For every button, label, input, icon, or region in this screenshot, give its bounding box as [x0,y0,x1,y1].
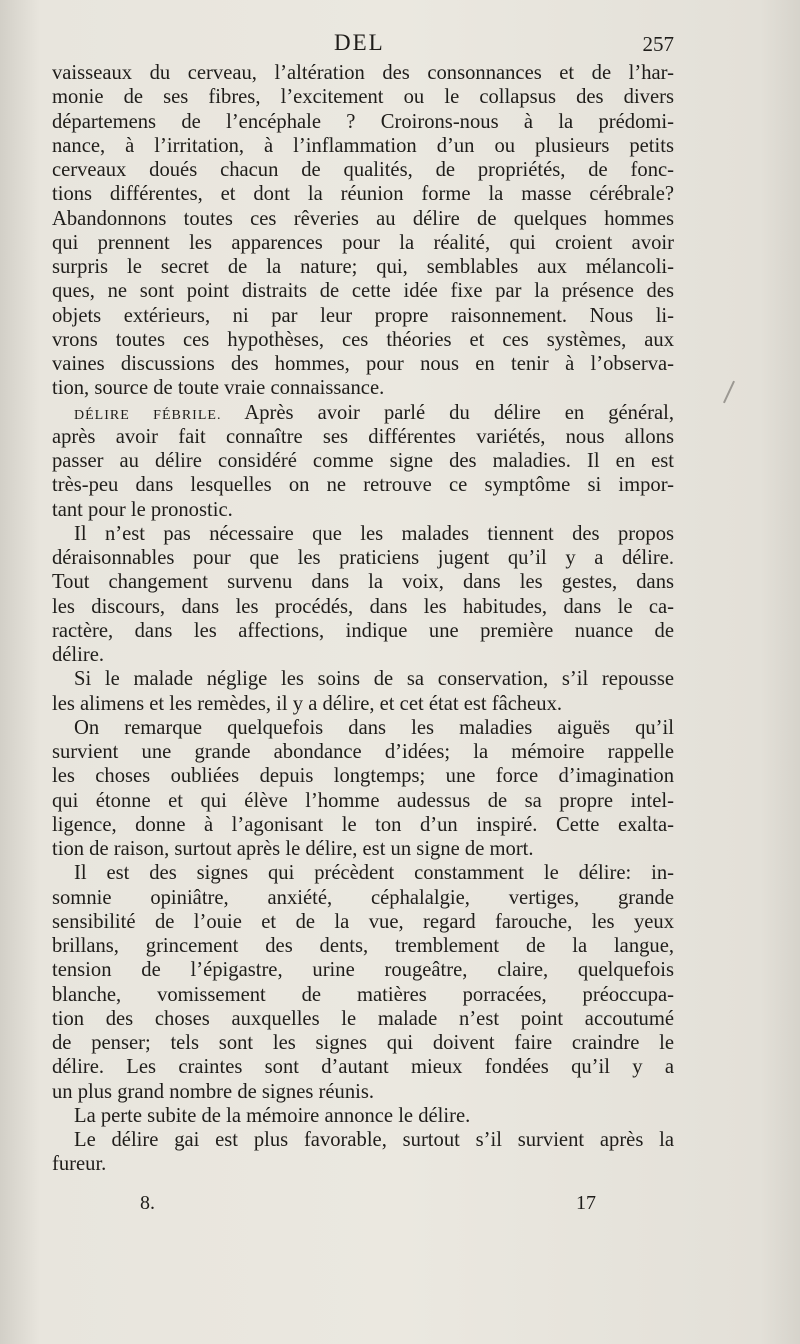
text-line [52,1007,674,1031]
text-line [52,570,674,594]
text-line-content: ligence, donne à l’agonisant le ton d’un inspiré. Cette exalta- [52,813,674,836]
text-line-content: Il n’est pas nécessaire que les malades tiennent des propos [74,522,674,545]
text-line [52,1104,674,1128]
text-line-content: tion des choses auxquelles le malade n’est point accoutumé [52,1007,674,1030]
text-line [52,255,674,279]
text-line [52,619,674,643]
text-line-content: qui prennent les apparences pour la réalité, qui croient avoir [52,231,674,254]
text-line-content: très-peu dans lesquelles on ne retrouve ce symptôme si impor- [52,474,674,497]
text-line-content: après avoir fait connaître ses différentes variétés, nous allons [52,425,674,448]
text-line [52,1031,674,1055]
text-line-content: ques, ne sont point distraits de cette idée fixe par la présence des [52,280,674,303]
text-line-content: tion de raison, surtout après le délire, est un signe de mort. [52,838,534,860]
text-line-content: vaines discussions des hommes, pour nous en tenir à l’observa- [52,353,674,375]
text-line-content: surpris le secret de la nature; qui, semblables aux mélancoli- [52,256,674,278]
text-line [52,425,674,449]
text-line [52,85,674,109]
text-line [52,934,674,958]
text-line-content: monie de ses fibres, l’excitement ou le collapsus des divers [52,86,674,109]
text-line [52,158,674,182]
signature-mark: 8. [140,1192,155,1214]
text-line-content: ractère, dans les affections, indique une première nuance de [52,619,674,642]
text-line-content: Abandonnons toutes ces rêveries au délire de quelques hommes [52,207,674,230]
text-line-content: Il est des signes qui précèdent constamment le délire: in- [74,862,674,885]
text-line [52,837,674,861]
text-line [52,207,674,231]
text-line [52,231,674,255]
page-number: 257 [642,32,674,56]
body-text [52,61,674,1177]
text-line-content: cerveaux doués chacun de qualités, de propriétés, de fonc- [52,159,674,181]
page-footer [52,1192,674,1220]
text-line [52,716,674,740]
text-line [52,522,674,546]
text-line-content: blanche, vomissement de matières porracées, préoccupa- [52,983,674,1006]
text-line-content: les choses oubliées depuis longtemps; une force d’imagination [52,765,674,788]
text-line-content: Si le malade néglige les soins de sa conservation, s’il repousse [74,668,674,691]
running-head-title: DEL [334,30,385,55]
text-line-content: fureur. [52,1153,107,1176]
text-line-content: vaisseaux du cerveau, l’altération des consonnances et de l’har- [52,62,674,84]
text-line-content: La perte subite de la mémoire annonce le délire. [74,1104,471,1127]
text-line [52,886,674,910]
text-line [52,279,674,303]
text-line-content: tion, source de toute vraie connaissance. [52,377,385,400]
text-line-content: tions différentes, et dont la réunion forme la masse cérébrale? [52,183,674,206]
text-line [52,789,674,813]
text-line [52,813,674,837]
text-line [52,61,674,85]
text-line-content: somnie opiniâtre, anxiété, céphalalgie, vertiges, grande [52,886,674,909]
text-line-content: Le délire gai est plus favorable, surtout s’il survient après la [74,1129,674,1151]
text-line [52,983,674,1007]
text-line-content: Après avoir parlé du délire en général, [221,401,674,424]
text-line [52,473,674,497]
text-line-content: objets extérieurs, ni par leur propre raisonnement. Nous li- [52,304,674,327]
text-line [52,643,674,667]
text-line [52,110,674,134]
text-line-content: départemens de l’encéphale ? Croirons-nous à la prédomi- [52,110,674,133]
text-line-content: sensibilité de l’ouie et de la vue, regard farouche, les yeux [52,910,674,933]
text-line-content: les alimens et les remèdes, il y a délire, et cet état est fâcheux. [52,692,563,715]
text-line [52,910,674,934]
text-line-content: nance, à l’irritation, à l’inflammation d’un ou plusieurs petits [52,134,674,157]
sheet-number: 17 [576,1192,596,1214]
text-line-content: vrons toutes ces hypothèses, ces théories et ces systèmes, aux [52,328,674,351]
text-line [52,498,674,522]
text-line-content: tant pour le pronostic. [52,498,233,521]
text-line-content: passer au délire considéré comme signe des maladies. Il en est [52,450,674,472]
text-line-content: Tout changement survenu dans la voix, dans les gestes, dans [52,571,674,594]
text-line [52,692,674,716]
text-line-content: délire. [52,644,105,666]
text-line [52,1152,674,1176]
text-line-content: déraisonnables pour que les praticiens jugent qu’il y a délire. [52,547,674,569]
text-line [52,958,674,982]
text-line-content: On remarque quelquefois dans les maladies aiguës qu’il [74,716,674,739]
text-line [52,1128,674,1152]
text-line [52,449,674,473]
text-line [52,1055,674,1079]
running-head [52,30,674,60]
text-line [52,740,674,764]
text-line [52,182,674,206]
text-line-content: de penser; tels sont les signes qui doivent faire craindre le [52,1032,674,1054]
text-line-content: un plus grand nombre de signes réunis. [52,1080,375,1103]
text-line [52,764,674,788]
text-line-content: brillans, grincement des dents, tremblement de la langue, [52,935,674,957]
text-line-content: délire. Les craintes sont d’autant mieux fondées qu’il y a [52,1056,674,1079]
text-line-content: qui étonne et qui élève l’homme audessus de sa propre intel- [52,789,674,812]
text-line-content: les discours, dans les procédés, dans les habitudes, dans le ca- [52,595,674,618]
text-line-content: survient une grande abondance d’idées; la mémoire rappelle [52,741,674,763]
section-heading: DÉLIRE FÉBRILE. [74,407,222,423]
text-line [52,667,674,691]
text-line [52,352,674,376]
text-line [52,134,674,158]
text-line [52,376,674,400]
text-line [52,304,674,328]
text-line [52,401,674,425]
text-line [52,595,674,619]
margin-mark [723,381,735,404]
text-line [52,546,674,570]
text-line [52,861,674,885]
text-line [52,1080,674,1104]
text-line [52,328,674,352]
text-line-content: tension de l’épigastre, urine rougeâtre, claire, quelquefois [52,959,674,982]
